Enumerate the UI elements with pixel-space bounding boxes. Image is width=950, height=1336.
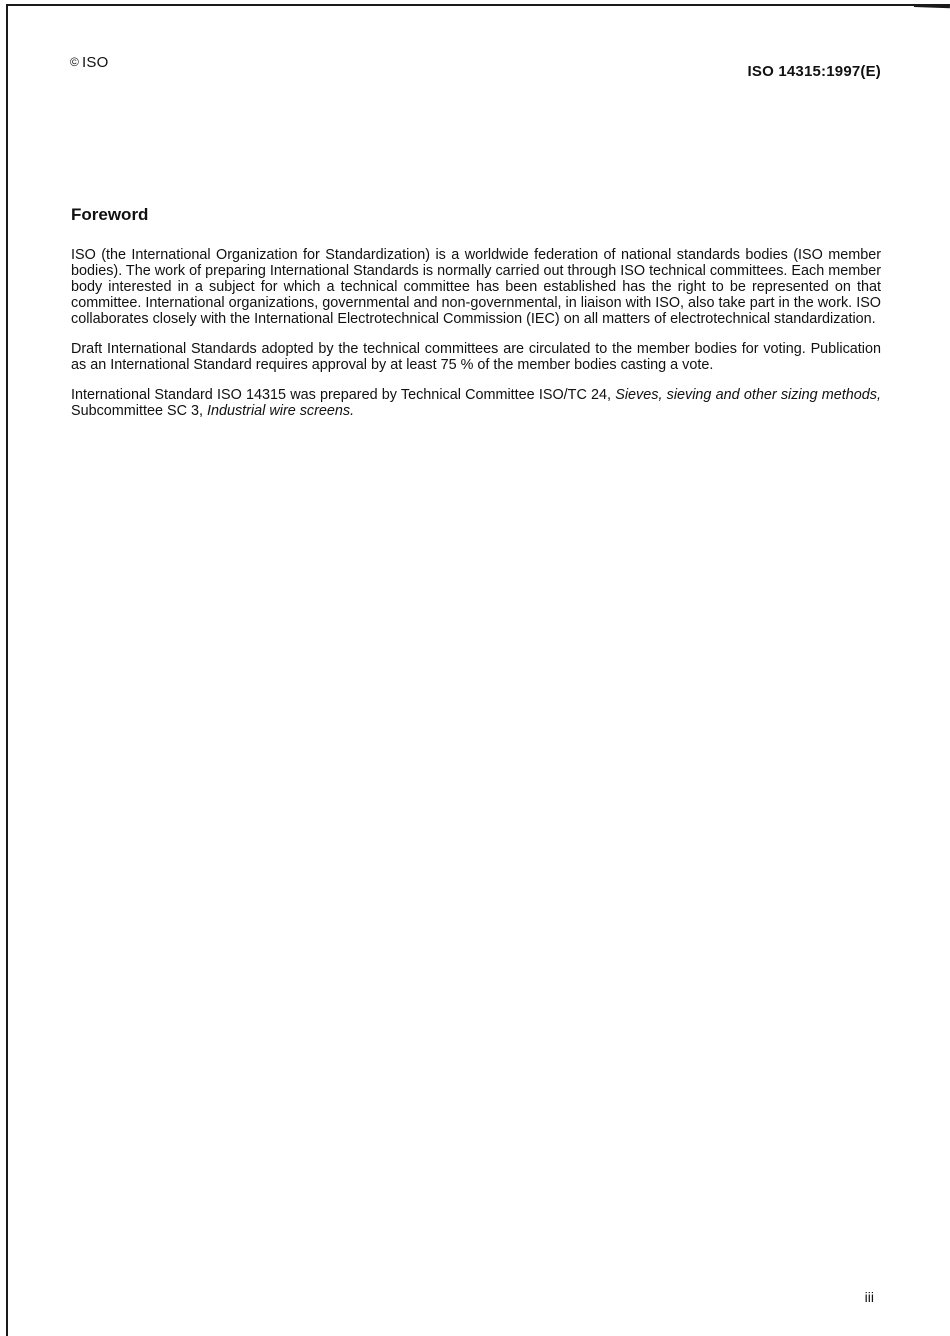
paragraph-iso-intro: ISO (the International Organization for Standardization) is a worldwide federation of national standards bodies (ISO member bodies). The work of preparing International Standards is normally carried out through ISO technical committees. Each member body interested in a subject for which a technical committee has been established has the right to be represented on that committee. International organizations, governmental and non-governmental, in liaison with ISO, also take part in the work. ISO collaborates closely with the International Electrotechnical Commission (IEC) on all matters of electrotechnical standardization. [71, 247, 882, 327]
page-edge-top [6, 4, 950, 6]
page-title: Foreword [71, 205, 149, 224]
document-identifier: ISO 14315:1997(E) [747, 63, 881, 80]
preparation-text-1: International Standard ISO 14315 was prepared by Technical Committee ISO/TC 24, [71, 387, 612, 403]
subcommittee-title: Industrial wire screens. [206, 403, 355, 419]
page-edge-corner [914, 4, 950, 8]
copyright-symbol: © [70, 55, 80, 69]
copyright-notice [70, 54, 109, 71]
copyright-org: ISO [82, 54, 109, 71]
page-number: iii [864, 1289, 874, 1305]
foreword-body [71, 247, 881, 419]
page-edge-left [6, 4, 8, 1336]
committee-title: Sieves, sieving and other sizing methods, [615, 387, 882, 403]
paragraph-preparation [71, 387, 881, 419]
paragraph-draft-standards: Draft International Standards adopted by the technical committees are circulated to the member bodies for voting. Publication as an International Standard requires approval by at least 75 % of the member bodies casting a vote. [71, 341, 881, 373]
preparation-text-2: Subcommittee SC 3, [71, 403, 203, 419]
